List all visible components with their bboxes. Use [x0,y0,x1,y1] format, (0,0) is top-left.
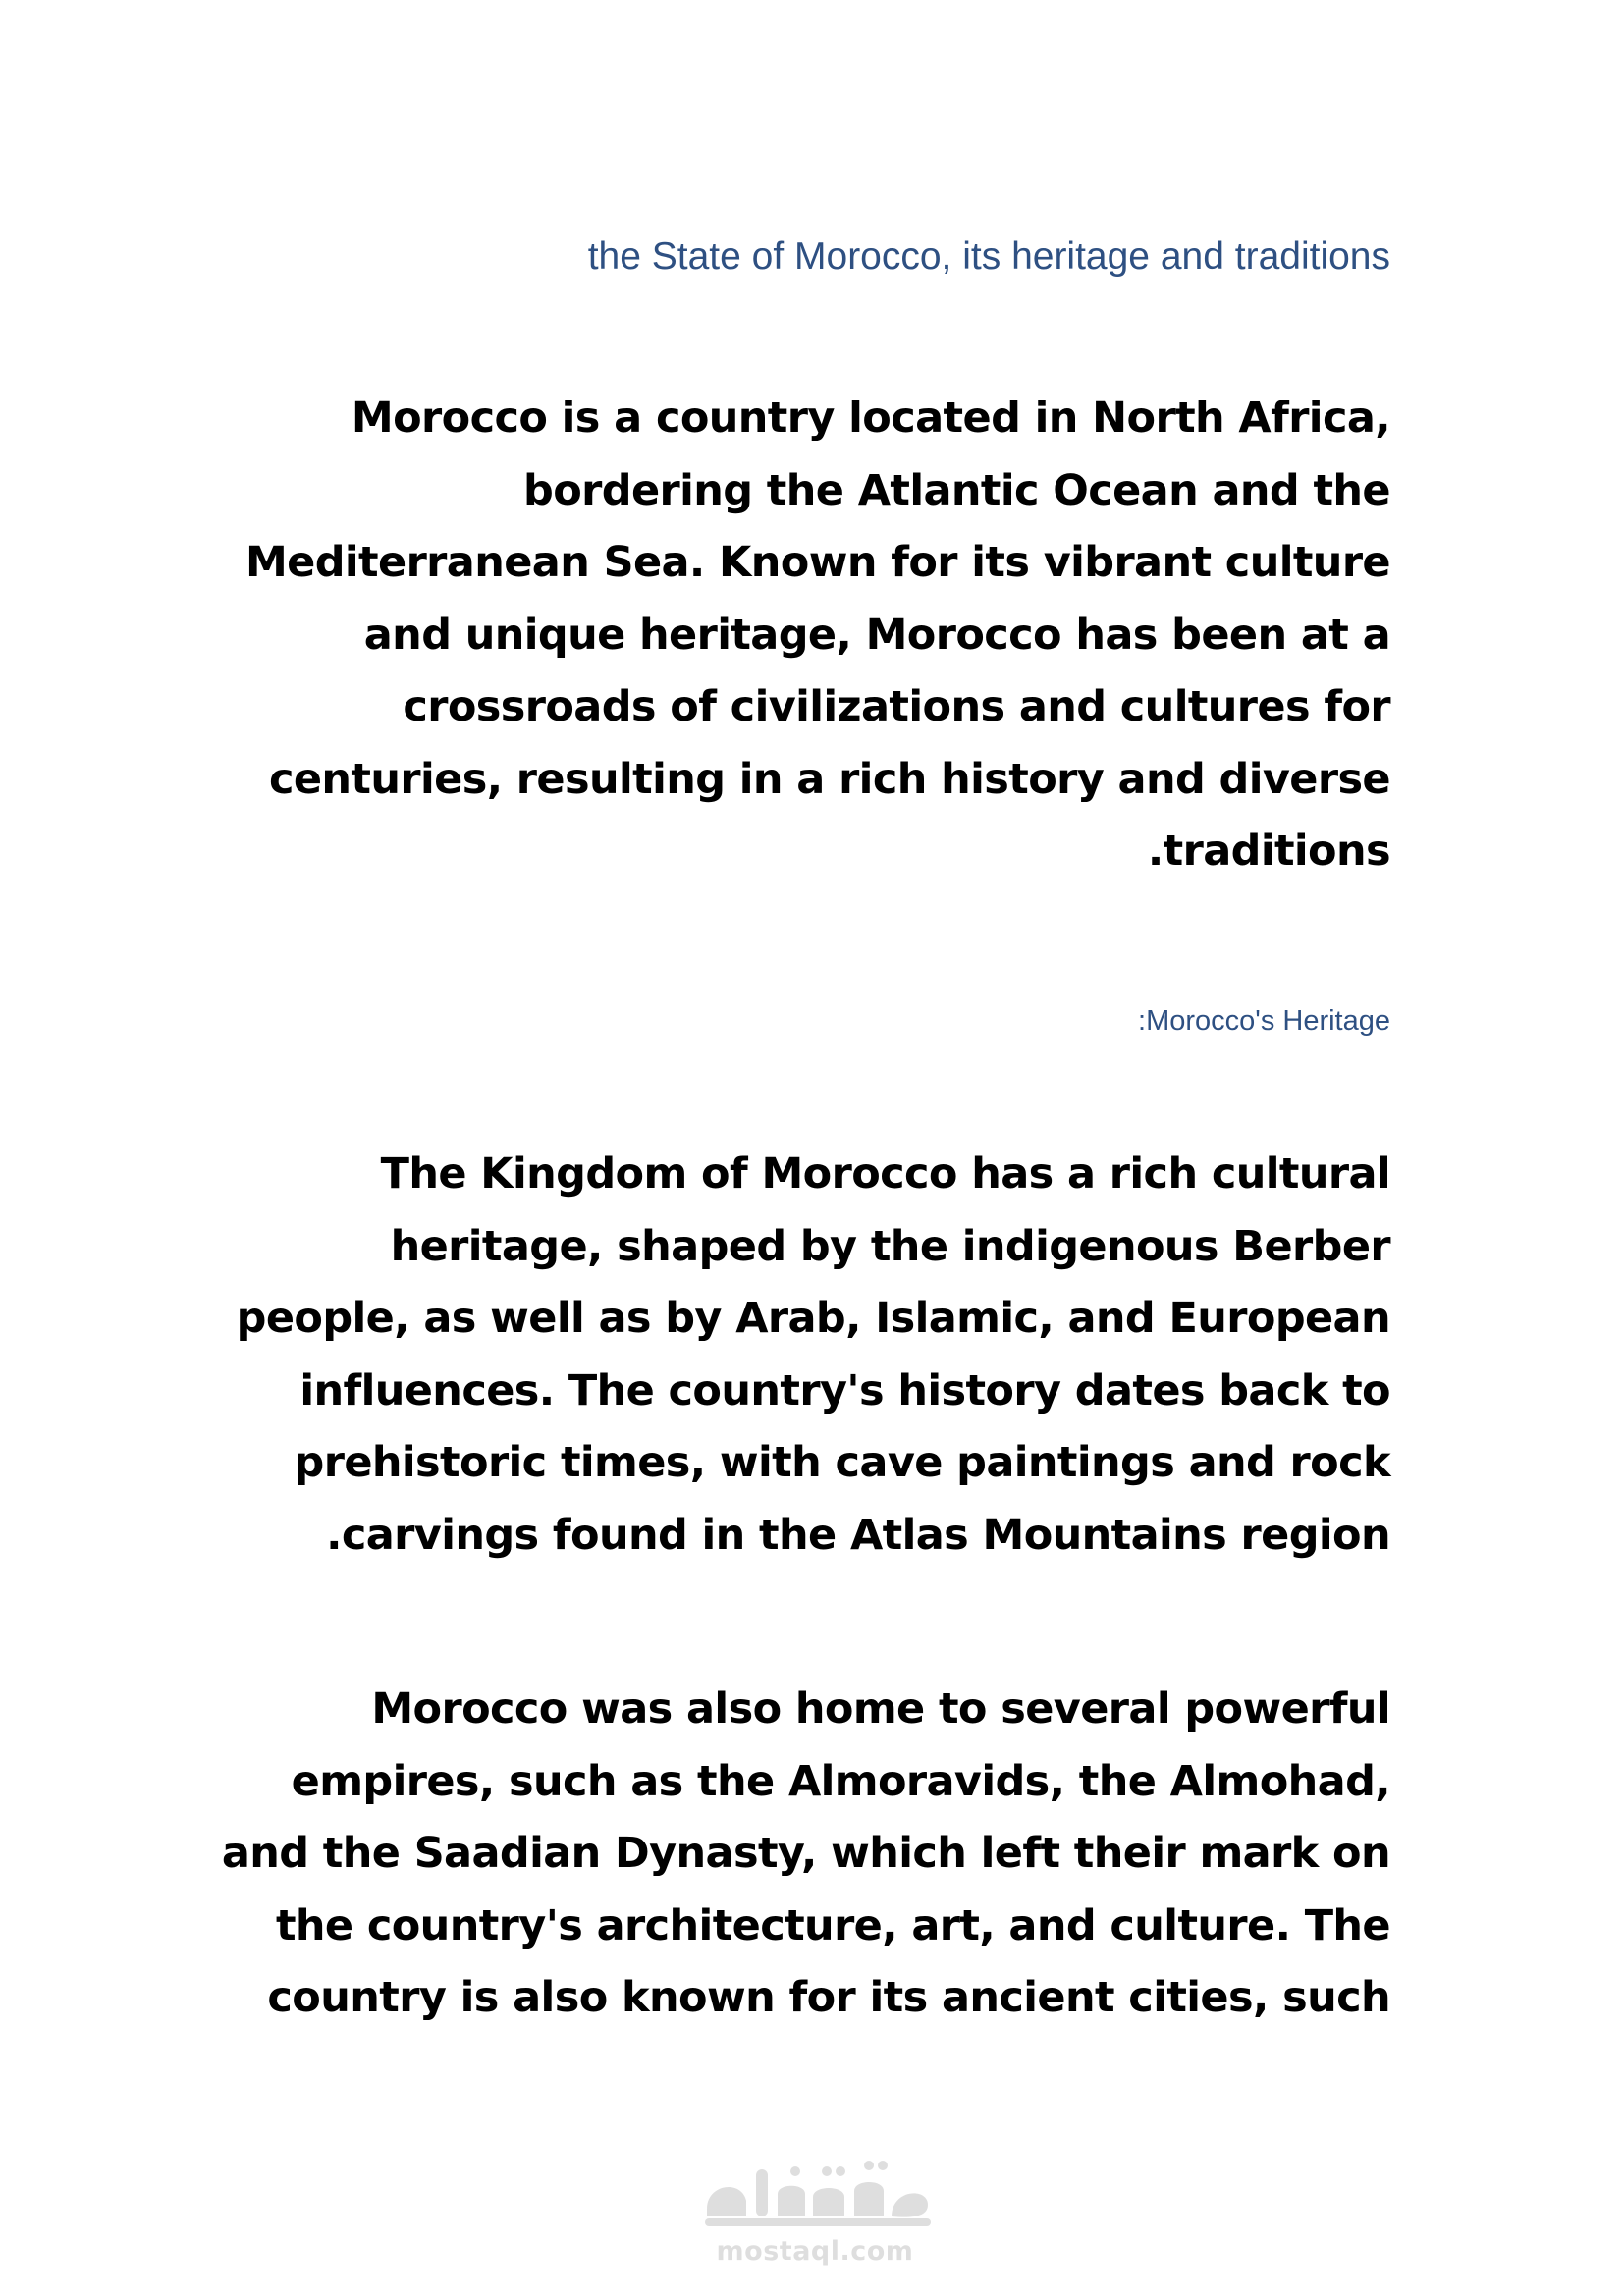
document-title: the State of Morocco, its heritage and traditions [587,236,1390,278]
paragraph-line: empires, such as the Almoravids, the Almohad, [291,1756,1390,1806]
paragraph-line: heritage, shaped by the indigenous Berber [390,1221,1390,1271]
paragraph-line: The Kingdom of Morocco has a rich cultural [380,1149,1390,1199]
paragraph-line: country is also known for its ancient cities, such [267,1973,1390,2022]
paragraph-line: crossroads of civilizations and cultures for [403,682,1390,731]
mostaql-watermark [687,2140,943,2277]
heritage-paragraph-2 [212,1674,1390,2035]
paragraph-line: and unique heritage, Morocco has been at a [363,610,1390,660]
paragraph-line: centuries, resulting in a rich history and diverse [268,754,1390,804]
mostaql-logo-icon [687,2140,943,2238]
section-heading: :Morocco's Heritage [1138,1005,1390,1037]
paragraph-line: and the Saadian Dynasty, which left their mark on [221,1829,1390,1878]
paragraph-line: prehistoric times, with cave paintings and rock [294,1438,1390,1487]
paragraph-line: influences. The country's history dates back to [299,1365,1390,1415]
paragraph-line: Morocco is a country located in North Africa, [351,394,1390,443]
paragraph-line: Mediterranean Sea. Known for its vibrant culture [244,538,1390,587]
paragraph-line: Morocco was also home to several powerful [371,1684,1390,1734]
paragraph-line: bordering the Atlantic Ocean and the [523,465,1390,515]
watermark-caption: mostaql.com [716,2236,914,2267]
intro-paragraph [212,383,1390,888]
paragraph-line: .carvings found in the Atlas Mountains region [326,1510,1390,1560]
paragraph-line: people, as well as by Arab, Islamic, and European [236,1294,1390,1343]
paragraph-line: the country's architecture, art, and culture. The [275,1900,1390,1950]
paragraph-line: .traditions [1147,827,1390,876]
heritage-paragraph-1 [212,1139,1390,1572]
